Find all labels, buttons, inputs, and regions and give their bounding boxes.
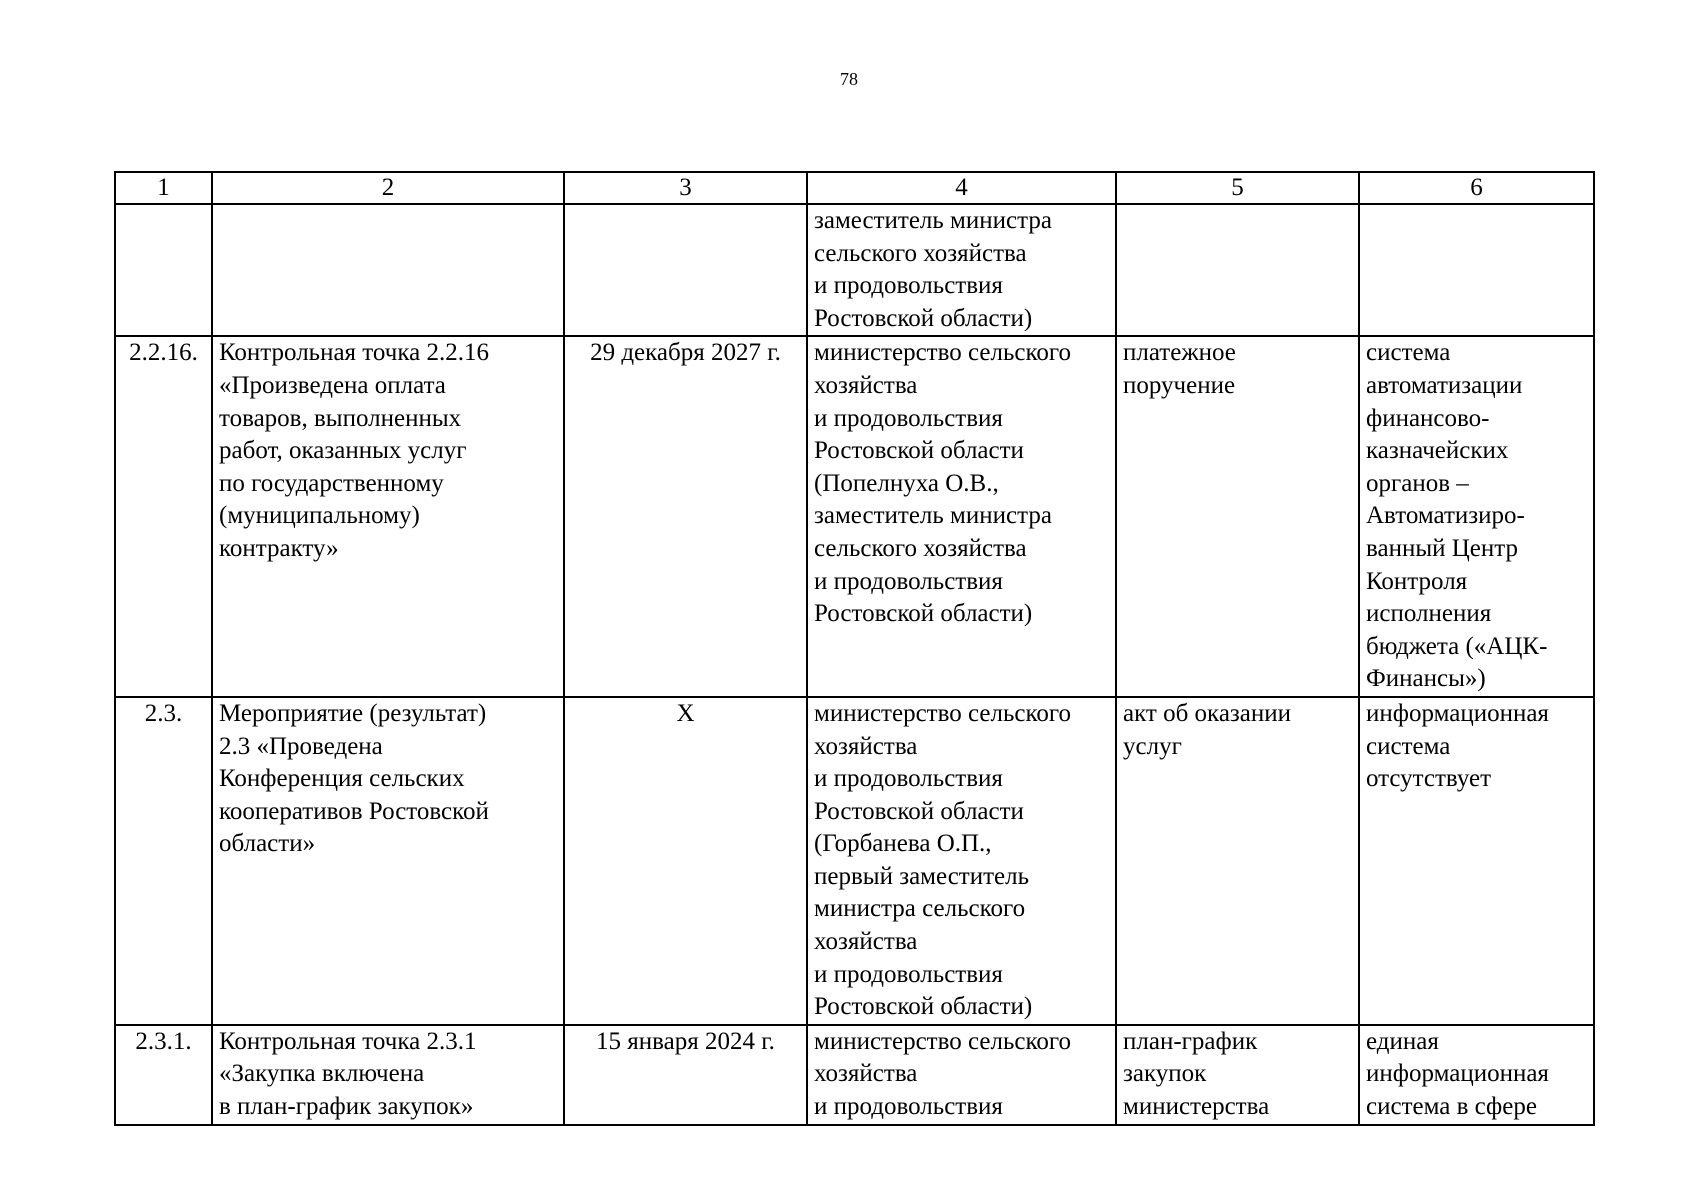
row-system-cell: система автоматизации финансово- казначейских органов – Автоматизиро- ванный Центр Контроля исполнения бюджета («АЦК- Финансы») [1359, 336, 1594, 697]
row-system-cell [1359, 204, 1594, 336]
table-row [115, 336, 1594, 697]
row-number-cell [115, 204, 212, 336]
row-date-cell: 29 декабря 2027 г. [564, 336, 807, 697]
row-number-cell: 2.3.1. [115, 1025, 212, 1125]
column-header-1: 1 [115, 172, 212, 204]
row-name-cell: Контрольная точка 2.2.16 «Произведена оплата товаров, выполненных работ, оказанных услуг по государственному (муниципальному) контракту» [212, 336, 564, 697]
table-body [115, 204, 1594, 1125]
column-number-row [115, 172, 1594, 204]
plan-table [114, 171, 1595, 1126]
row-responsible-cell: министерство сельского хозяйства и продовольствия Ростовской области (Попелнуха О.В., заместитель министра сельского хозяйства и продовольствия Ростовской области) [807, 336, 1116, 697]
table-row [115, 1025, 1594, 1125]
row-number-cell: 2.3. [115, 697, 212, 1025]
column-header-6: 6 [1359, 172, 1594, 204]
table-row [115, 697, 1594, 1025]
table-header [115, 172, 1594, 204]
row-document-cell: план-график закупок министерства [1116, 1025, 1359, 1125]
column-header-3: 3 [564, 172, 807, 204]
column-header-4: 4 [807, 172, 1116, 204]
row-name-cell: Контрольная точка 2.3.1 «Закупка включена в план-график закупок» [212, 1025, 564, 1125]
row-responsible-cell: министерство сельского хозяйства и продовольствия Ростовской области (Горбанева О.П., первый заместитель министра сельского хозяйства и продовольствия Ростовской области) [807, 697, 1116, 1025]
row-date-cell: 15 января 2024 г. [564, 1025, 807, 1125]
row-date-cell: X [564, 697, 807, 1025]
column-header-2: 2 [212, 172, 564, 204]
row-responsible-cell: заместитель министра сельского хозяйства и продовольствия Ростовской области) [807, 204, 1116, 336]
row-date-cell [564, 204, 807, 336]
row-number-cell: 2.2.16. [115, 336, 212, 697]
row-document-cell: акт об оказании услуг [1116, 697, 1359, 1025]
row-document-cell [1116, 204, 1359, 336]
row-name-cell: Мероприятие (результат) 2.3 «Проведена Конференция сельских кооперативов Ростовской области» [212, 697, 564, 1025]
page-number: 78 [840, 69, 858, 89]
row-document-cell: платежное поручение [1116, 336, 1359, 697]
table-row [115, 204, 1594, 336]
row-name-cell [212, 204, 564, 336]
column-header-5: 5 [1116, 172, 1359, 204]
row-system-cell: информационная система отсутствует [1359, 697, 1594, 1025]
row-system-cell: единая информационная система в сфере [1359, 1025, 1594, 1125]
row-responsible-cell: министерство сельского хозяйства и продовольствия [807, 1025, 1116, 1125]
